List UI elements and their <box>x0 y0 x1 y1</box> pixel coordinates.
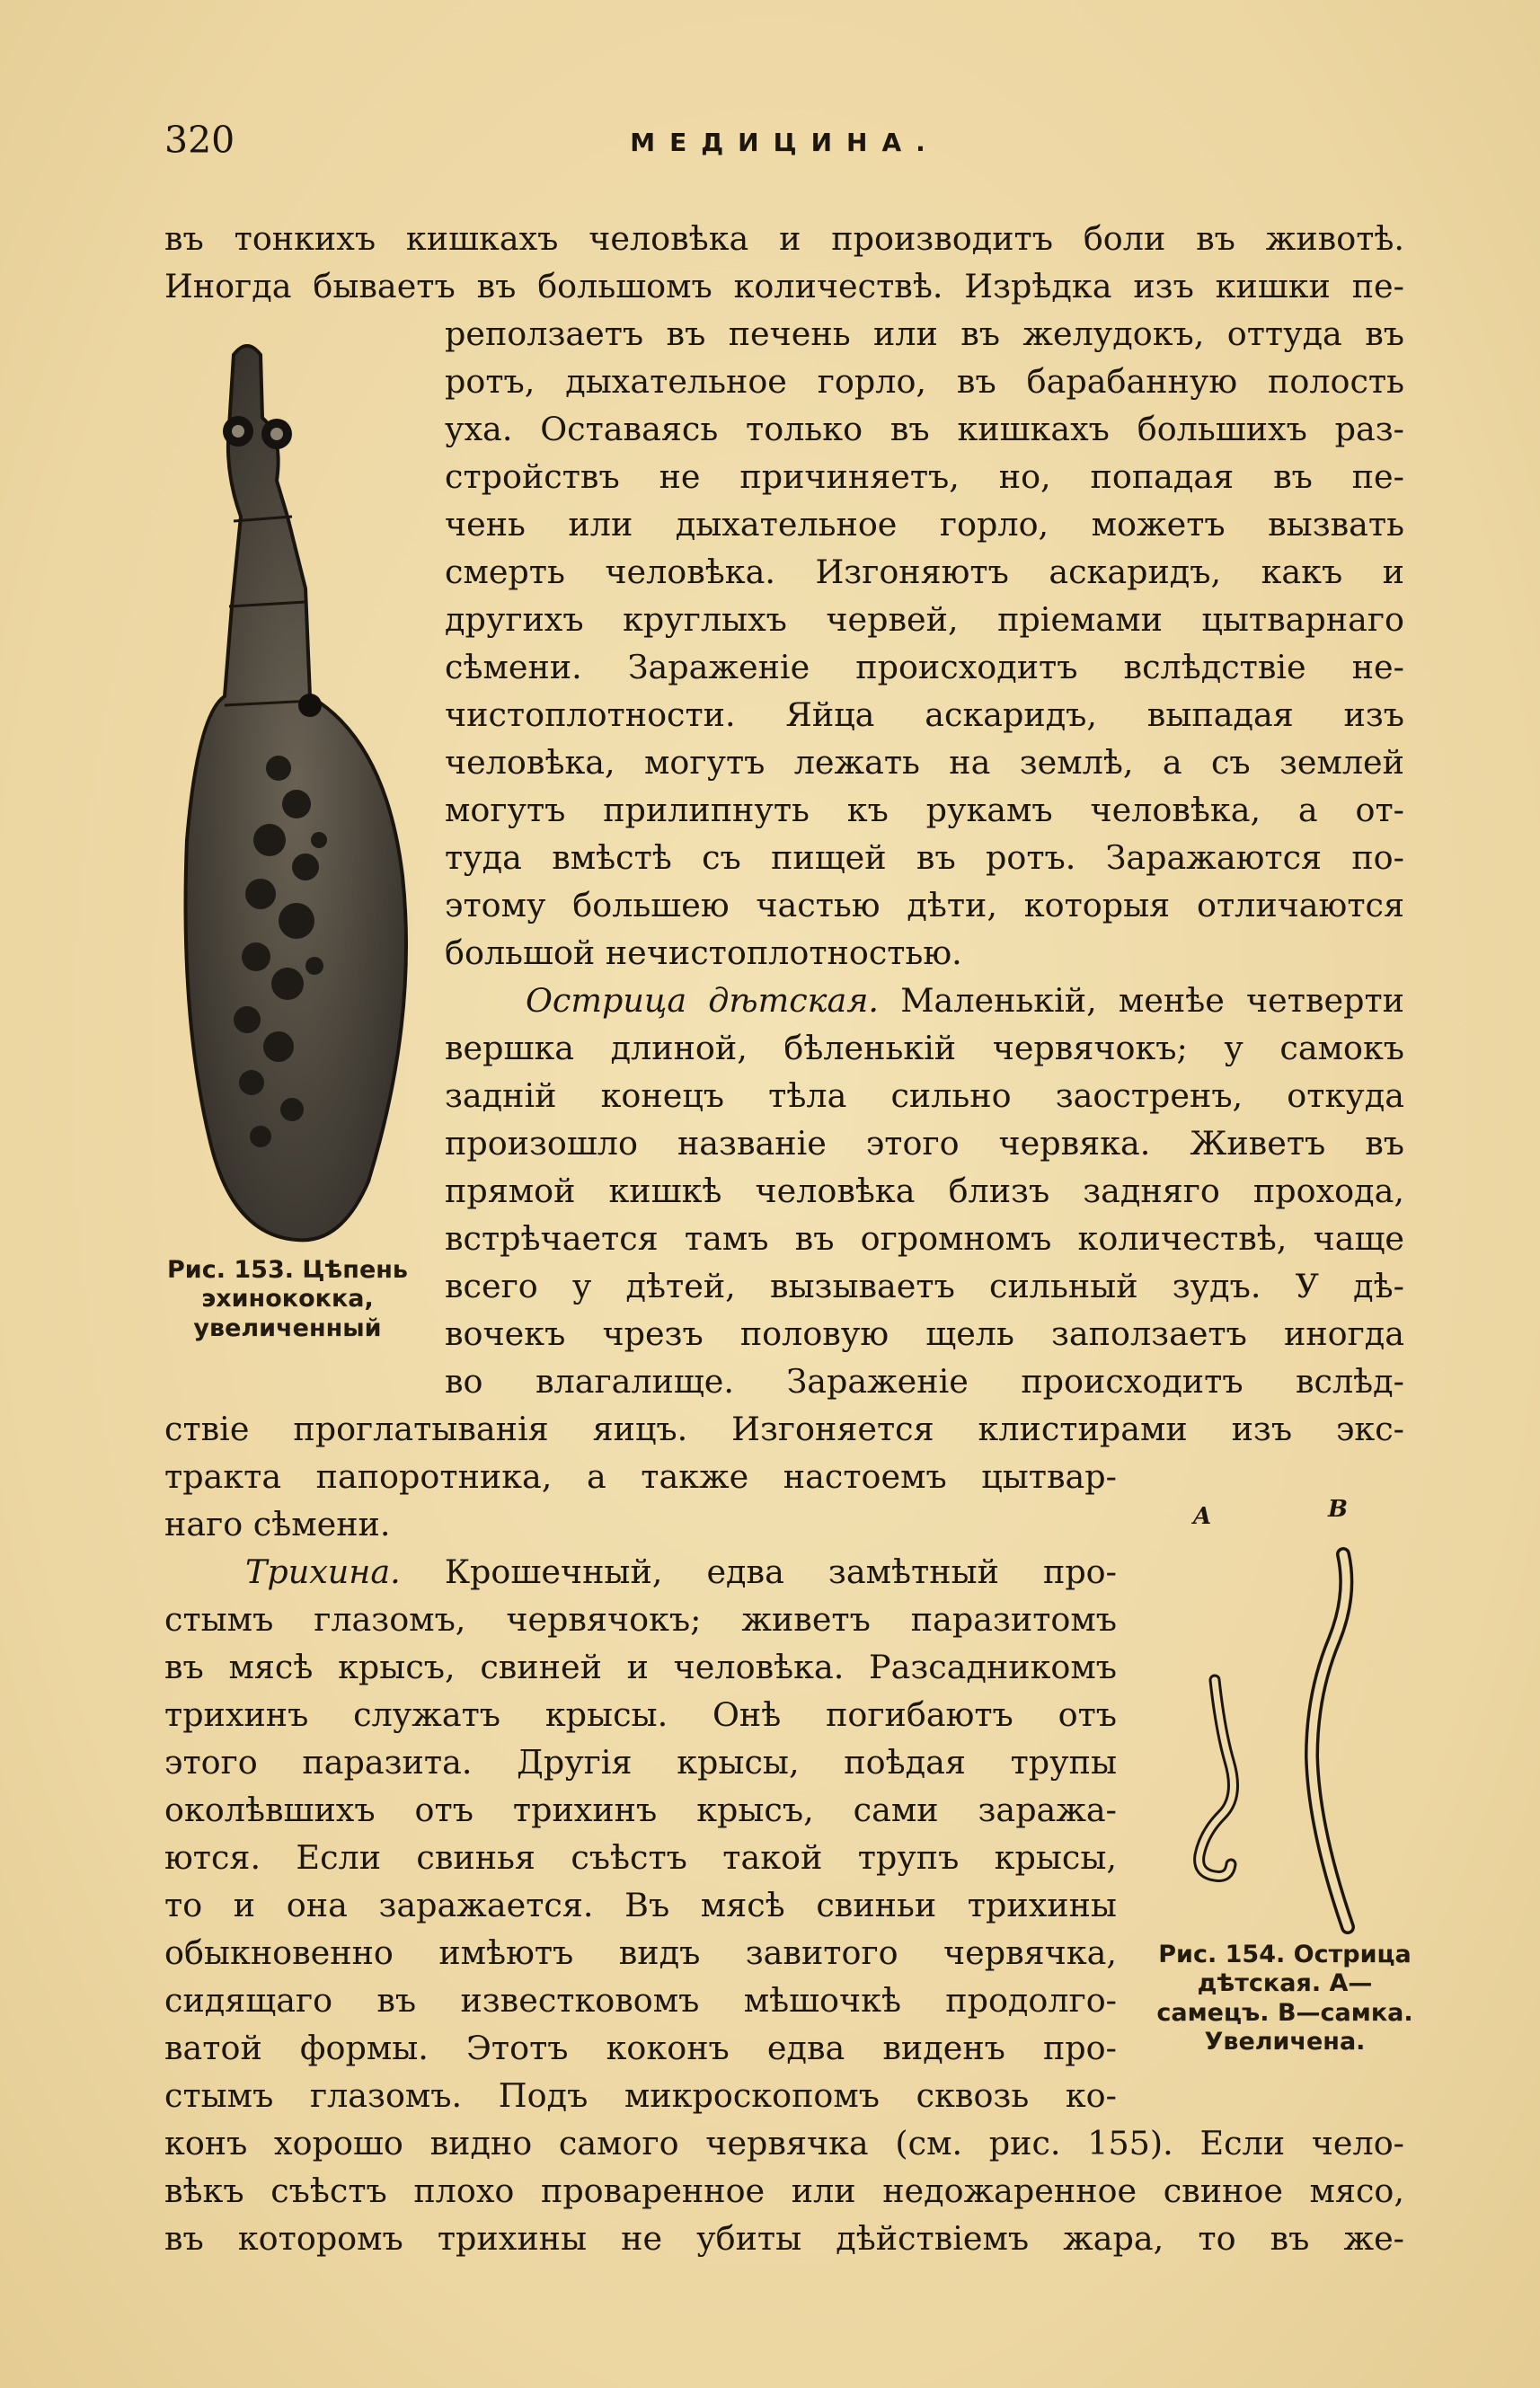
text-line: туда вмѣстѣ съ пищей въ ротъ. Заражаются по- <box>445 838 1404 877</box>
text-line: въ которомъ трихины не убиты дѣйствіемъ жара, то въ же- <box>164 2219 1404 2258</box>
text-line: стымъ глазомъ, червячокъ; живетъ паразитомъ <box>164 1600 1117 1639</box>
text-line: реползаетъ въ печень или въ желудокъ, оттуда въ <box>445 314 1404 353</box>
figure-153-tapeworm <box>162 337 431 1253</box>
text-line: Иногда бываетъ въ большомъ количествѣ. Изрѣдка изъ кишки пе- <box>164 267 1404 305</box>
text-line: этому большею частью дѣти, которыя отличаются <box>445 886 1404 924</box>
text-line: большой нечистоплотностью. <box>445 933 962 972</box>
text-line: сидящаго въ известковомъ мѣшочкѣ продолго- <box>164 1981 1117 2020</box>
text-line: наго сѣмени. <box>164 1505 391 1543</box>
page-header <box>164 119 1405 172</box>
text-line: ротъ, дыхательное горло, въ барабанную полость <box>445 362 1404 401</box>
text-line: околѣвшихъ отъ трихинъ крысъ, сами заража- <box>164 1791 1117 1829</box>
text-line: произошло названіе этого червяка. Живетъ въ <box>445 1124 1404 1163</box>
text-line: въ мясѣ крысъ, свиней и человѣка. Разсадникомъ <box>164 1648 1117 1686</box>
text-line: могутъ прилипнуть къ рукамъ человѣка, а от- <box>445 791 1404 829</box>
text-line: тракта папоротника, а также настоемъ цытвар- <box>164 1457 1117 1496</box>
running-head: МЕДИЦИНА. <box>630 128 940 157</box>
text-line: обыкновенно имѣютъ видъ завитого червячка, <box>164 1933 1117 1972</box>
text-line: уха. Оставаясь только въ кишкахъ большихъ раз- <box>445 410 1404 448</box>
text-line: ватой формы. Этотъ коконъ едва виденъ про- <box>164 2029 1117 2067</box>
text-line: сѣмени. Зараженіе происходитъ вслѣдствіе не- <box>445 648 1404 686</box>
text-line: то и она заражается. Въ мясѣ свиньи трихины <box>164 1886 1117 1924</box>
figure-154-label-a: A <box>1193 1503 1212 1530</box>
text-line: встрѣчается тамъ въ огромномъ количествѣ, чаще <box>445 1219 1404 1258</box>
figure-153-caption: Рис. 153. Цѣпень эхинококка, увеличенный <box>167 1256 408 1342</box>
text-line: вочекъ чрезъ половую щель заползаетъ иногда <box>445 1314 1404 1353</box>
text-line: во влагалище. Зараженіе происходитъ вслѣд- <box>445 1362 1404 1401</box>
text-line: прямой кишкѣ человѣка близъ задняго прохода, <box>445 1172 1404 1210</box>
text-line: стымъ глазомъ. Подъ микроскопомъ сквозь ко- <box>164 2076 1117 2115</box>
text-line: чистоплотности. Яйца аскаридъ, выпадая изъ <box>445 695 1404 734</box>
text-line: смерть человѣка. Изгоняютъ аскаридъ, какъ и <box>445 553 1404 591</box>
figure-154-pinworms <box>1186 1541 1420 1936</box>
text-line: стройствъ не причиняетъ, но, попадая въ пе- <box>445 457 1404 496</box>
text-line: задній конецъ тѣла сильно заостренъ, откуда <box>445 1076 1404 1115</box>
text-line: ются. Если свинья съѣстъ такой трупъ крысы, <box>164 1838 1117 1877</box>
text-line: чень или дыхательное горло, можетъ вызвать <box>445 505 1404 544</box>
figure-154-caption: Рис. 154. Острица дѣтская. А—самецъ. В—самка. Увеличена. <box>1156 1941 1413 2056</box>
text-line: въ тонкихъ кишкахъ человѣка и производитъ боли въ животѣ. <box>164 219 1404 258</box>
text-line: человѣка, могутъ лежать на землѣ, а съ землей <box>445 743 1404 782</box>
page-number: 320 <box>164 119 235 162</box>
text-line: этого паразита. Другія крысы, поѣдая трупы <box>164 1743 1117 1782</box>
text-line: трихинъ служатъ крысы. Онѣ погибаютъ отъ <box>164 1695 1117 1734</box>
heading-ostritsa: Острица дѣтская. <box>526 981 879 1020</box>
text-line: конъ хорошо видно самого червячка (см. рис. 155). Если чело- <box>164 2124 1404 2162</box>
text-span: Маленькій, менѣе четверти <box>900 981 1404 1020</box>
text-line: вершка длиной, бѣленькій червячокъ; у самокъ <box>445 1029 1404 1067</box>
text-line: всего у дѣтей, вызываетъ сильный зудъ. У дѣ- <box>445 1267 1404 1305</box>
text-line: вѣкъ съѣстъ плохо проваренное или недожаренное свиное мясо, <box>164 2171 1404 2210</box>
text-line: ствіе проглатыванія яицъ. Изгоняется клистирами изъ экс- <box>164 1410 1404 1448</box>
figure-154-label-b: B <box>1328 1496 1348 1523</box>
text-line: другихъ круглыхъ червей, пріемами цытварнаго <box>445 600 1404 639</box>
paragraph-trikhina-first-line <box>164 1552 1117 1591</box>
heading-trikhina: Трихина. <box>245 1552 401 1591</box>
paragraph-ostritsa-first-line <box>445 981 1404 1020</box>
text-span: Крошечный, едва замѣтный про- <box>444 1552 1117 1591</box>
